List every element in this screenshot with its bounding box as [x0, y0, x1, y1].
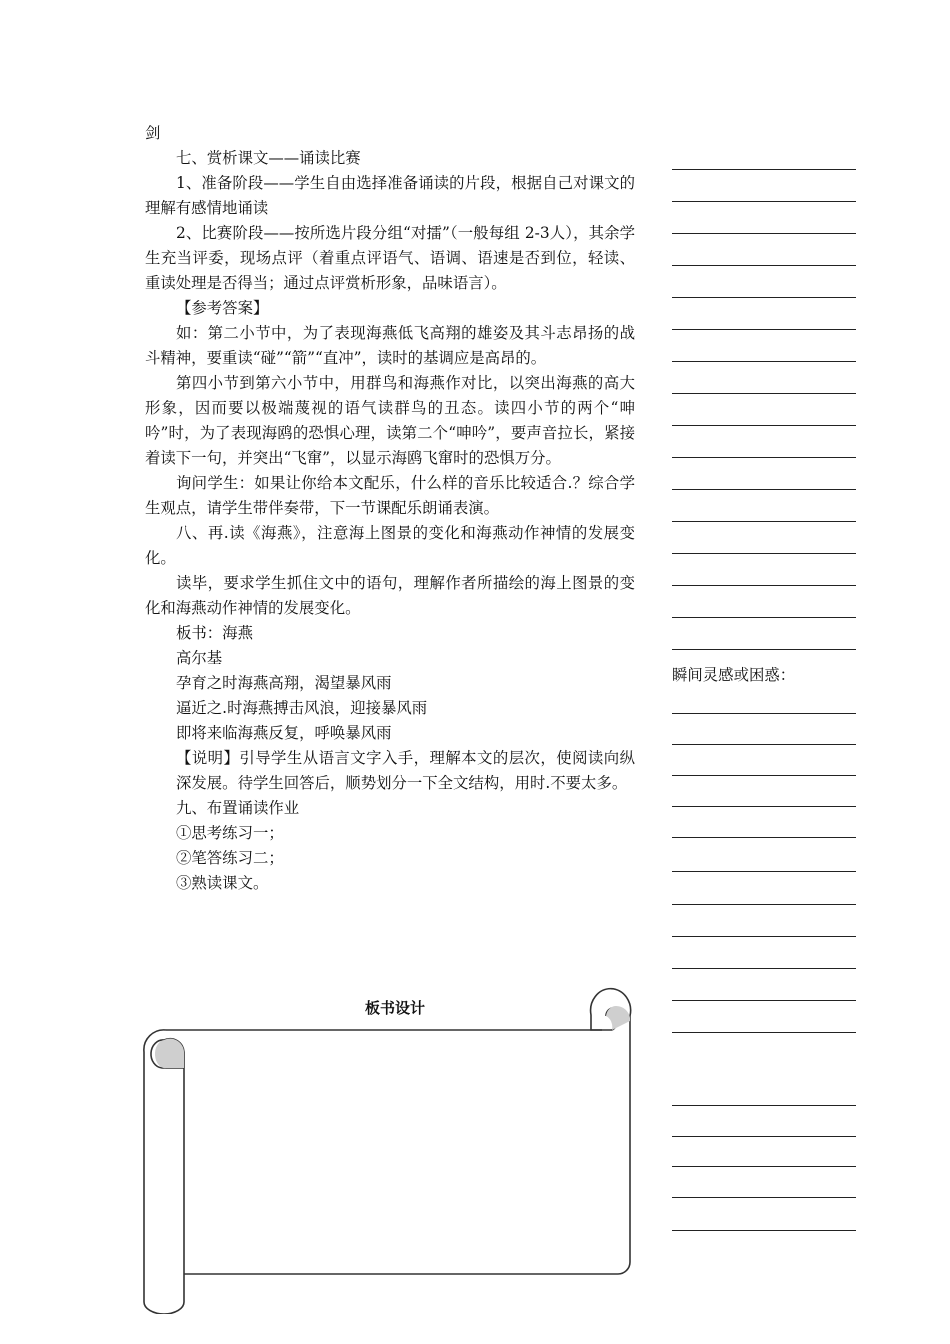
note-line — [672, 871, 856, 872]
note-line — [672, 457, 856, 458]
note-line — [672, 329, 856, 330]
note-line — [672, 936, 856, 937]
note-line — [672, 1000, 856, 1001]
note-line — [672, 393, 856, 394]
paragraph: ②笔答练习二； — [176, 849, 284, 867]
paragraph: 孕育之时海燕高翔，渴望暴风雨 — [176, 674, 392, 692]
paragraph: 即将来临海燕反复，呼唤暴风雨 — [176, 724, 392, 742]
paragraph: 【参考答案】 — [176, 299, 269, 317]
note-line — [672, 1032, 856, 1033]
note-line — [672, 1136, 856, 1137]
paragraph: 七、赏析课文——诵读比赛 — [176, 149, 361, 167]
note-line — [672, 904, 856, 905]
paragraph: 第四小节到第六小节中，用群鸟和海燕作对比，以突出海燕的高大形象，因而要以极端蔑视的语气读群鸟的丑态。读四小节的两个“呻吟”时，为了表现海鸥的恐惧心理，读第二个“呻吟”，要声音拉长，紧接着读下一句，并突出“飞窜”，以显示海鸥飞窜时的恐惧万分。 — [145, 374, 635, 467]
note-line — [672, 521, 856, 522]
paragraph: 询问学生：如果让你给本文配乐，什么样的音乐比较适合.？综合学生观点，请学生带伴奏带，下一节课配乐朗诵表演。 — [145, 474, 635, 517]
note-line — [672, 553, 856, 554]
note-line — [672, 713, 856, 714]
paragraph: 1、准备阶段——学生自由选择准备诵读的片段，根据自己对课文的理解有感情地诵读 — [145, 174, 635, 217]
note-line — [672, 297, 856, 298]
note-line — [672, 806, 856, 807]
note-line — [672, 968, 856, 969]
note-line — [672, 265, 856, 266]
paragraph: 高尔基 — [176, 649, 223, 667]
paragraph: 如：第二小节中，为了表现海燕低飞高翔的雄姿及其斗志昂扬的战斗精神，要重读“碰”“箭”“直冲”，读时的基调应是高昂的。 — [145, 324, 635, 367]
lesson-text — [145, 121, 635, 896]
paragraph: ①思考练习一； — [176, 824, 284, 842]
paragraph: 八、再.读《海燕》，注意海上图景的变化和海燕动作神情的发展变化。 — [145, 524, 635, 567]
note-line — [672, 1230, 856, 1231]
paragraph: ③熟读课文。 — [176, 874, 269, 892]
paragraph: 剑 — [145, 124, 161, 142]
note-line — [672, 744, 856, 745]
note-line — [672, 585, 856, 586]
note-line — [672, 169, 856, 170]
note-line — [672, 1197, 856, 1198]
board-design-title: 板书设计 — [364, 999, 425, 1017]
note-line — [672, 361, 856, 362]
paragraph: 2、比赛阶段——按所选片段分组“对擂”（一般每组 2-3人），其余学生充当评委，现场点评（着重点评语气、语调、语速是否到位，轻读、重读处理是否得当；通过点评赏析形象，品味语言）。 — [145, 224, 635, 292]
paragraph: 九、布置诵读作业 — [176, 799, 300, 817]
note-line — [672, 1105, 856, 1106]
paragraph: 逼近之.时海燕搏击风浪，迎接暴风雨 — [176, 699, 428, 717]
scroll-board — [136, 984, 636, 1314]
note-line — [672, 201, 856, 202]
note-line — [672, 775, 856, 776]
note-line — [672, 649, 856, 650]
note-line — [672, 617, 856, 618]
note-line — [672, 233, 856, 234]
note-line — [672, 489, 856, 490]
inspiration-note-label: 瞬间灵感或困惑： — [672, 666, 796, 684]
note-line — [672, 425, 856, 426]
note-line — [672, 837, 856, 838]
note-line — [672, 1166, 856, 1167]
scroll-curl-left — [144, 1030, 184, 1314]
paragraph: 读毕，要求学生抓住文中的语句，理解作者所描绘的海上图景的变化和海燕动作神情的发展变化。 — [145, 574, 635, 617]
paragraph: 板书：海燕 — [176, 624, 253, 642]
paragraph: 【说明】引导学生从语言文字入手，理解本文的层次，使阅读向纵深发展。待学生回答后，顺势划分一下全文结构，用时.不要太多。 — [176, 749, 635, 792]
